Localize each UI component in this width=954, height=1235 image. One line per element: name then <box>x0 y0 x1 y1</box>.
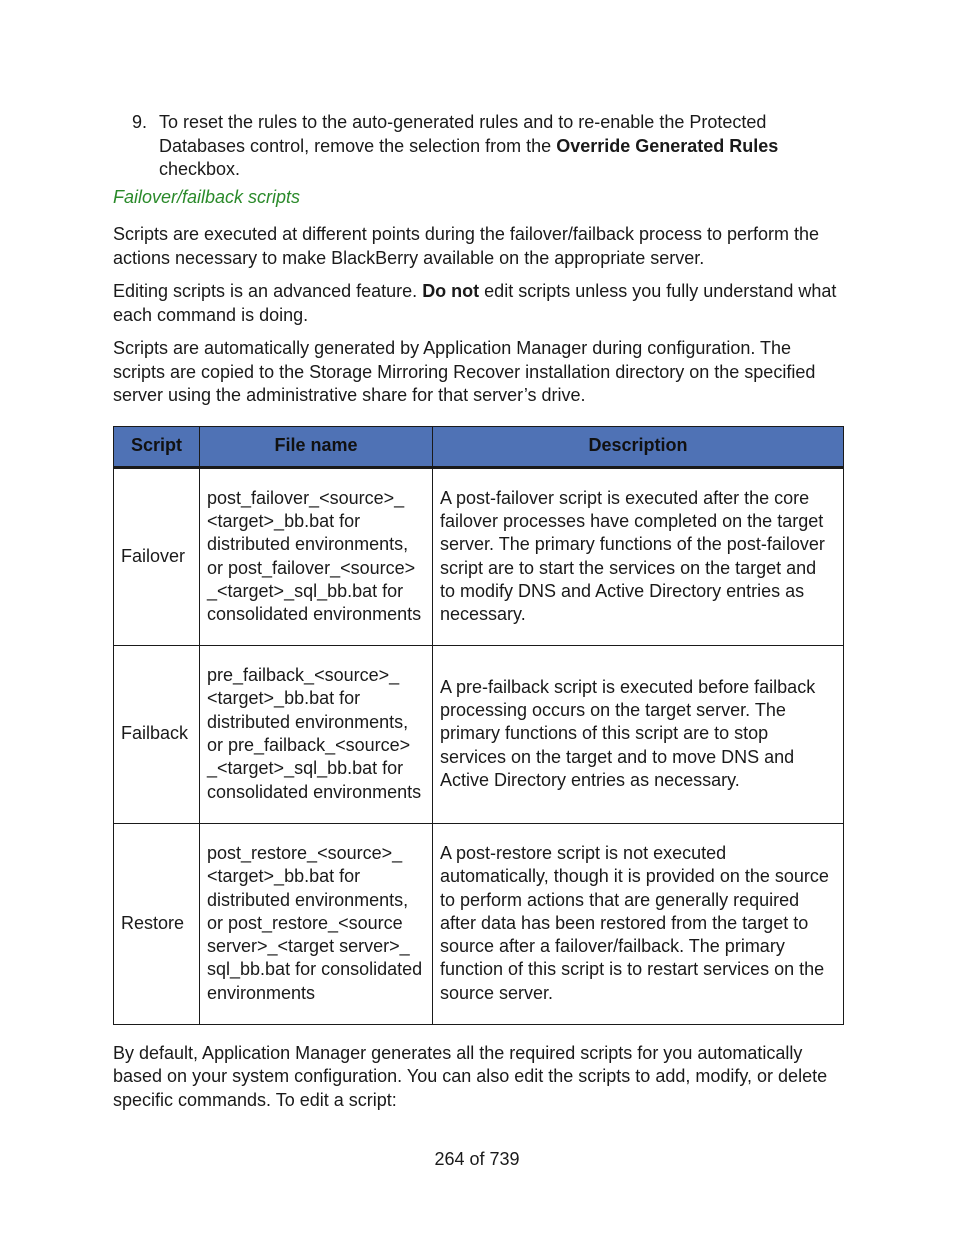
page-content <box>113 111 844 1122</box>
paragraph-4: By default, Application Manager generates all the required scripts for you automatically based on your system configuration. You can also edit the scripts to add, modify, or delete specific commands. To edit a script: <box>113 1042 828 1110</box>
row-filename-cell: pre_failback_<source>_ <target>_bb.bat for distributed environments, or pre_failback_<source> _<target>_sql_bb.bat for consolidated environments <box>200 645 433 823</box>
paragraph-2 <box>113 280 844 327</box>
step-text-before: To reset the rules to the auto-generated rules and to re-enable the Protected Databases control, remove the selection from the <box>159 112 767 156</box>
row-script-cell: Failover <box>114 467 200 645</box>
row-description-cell: A post-failover script is executed after the core failover processes have completed on the target server. The primary functions of the post-failover script are to start the services on the target and to modify DNS and Active Directory entries as necessary. <box>433 467 844 645</box>
paragraph-1: Scripts are executed at different points during the failover/failback process to perform the actions necessary to make BlackBerry available on the appropriate server. <box>113 224 820 268</box>
table-row <box>114 645 844 823</box>
table-header-row <box>114 426 844 467</box>
table-row <box>114 467 844 645</box>
row-script-cell: Restore <box>114 823 200 1024</box>
paragraph-2-after: edit scripts unless you fully understand what each command is doing. <box>113 281 837 325</box>
row-filename-cell: post_failover_<source>_ <target>_bb.bat for distributed environments, or post_failover_<source> _<target>_sql_bb.bat for consolidated environments <box>200 467 433 645</box>
row-filename-cell: post_restore_<source>_ <target>_bb.bat for distributed environments, or post_restore_<source server>_<target server>_ sql_bb.bat for consolidated environments <box>200 823 433 1024</box>
step-text <box>159 111 844 182</box>
header-script: Script <box>114 426 200 467</box>
header-description: Description <box>433 426 844 467</box>
step-number: 9. <box>132 112 148 132</box>
override-generated-rules-label: Override Generated Rules <box>556 135 779 156</box>
row-description-cell: A post-restore script is not executed automatically, though it is provided on the source to perform actions that are generally required after data has been restored from the target to source after a failover/failback. The primary function of this script is to restart services on the source server. <box>433 823 844 1024</box>
row-script-cell: Failback <box>114 645 200 823</box>
step-text-after: checkbox. <box>159 159 241 179</box>
scripts-table <box>113 426 844 1025</box>
header-file-name: File name <box>200 426 433 467</box>
do-not-emphasis: Do not <box>422 281 480 301</box>
step-9 <box>113 111 844 182</box>
paragraph-2-before: Editing scripts is an advanced feature. <box>113 281 423 301</box>
paragraph-3: Scripts are automatically generated by Application Manager during configuration. The scripts are copied to the Storage Mirroring Recover installation directory on the specified server using the administrative share for that server’s drive. <box>113 338 816 405</box>
section-heading: Failover/failback scripts <box>113 186 301 207</box>
page-number: 264 of 739 <box>434 1149 520 1169</box>
row-description-cell: A pre-failback script is executed before failback processing occurs on the target server. The primary functions of this script are to stop services on the target and to move DNS and Active Directory entries as necessary. <box>433 645 844 823</box>
table-row <box>114 823 844 1024</box>
